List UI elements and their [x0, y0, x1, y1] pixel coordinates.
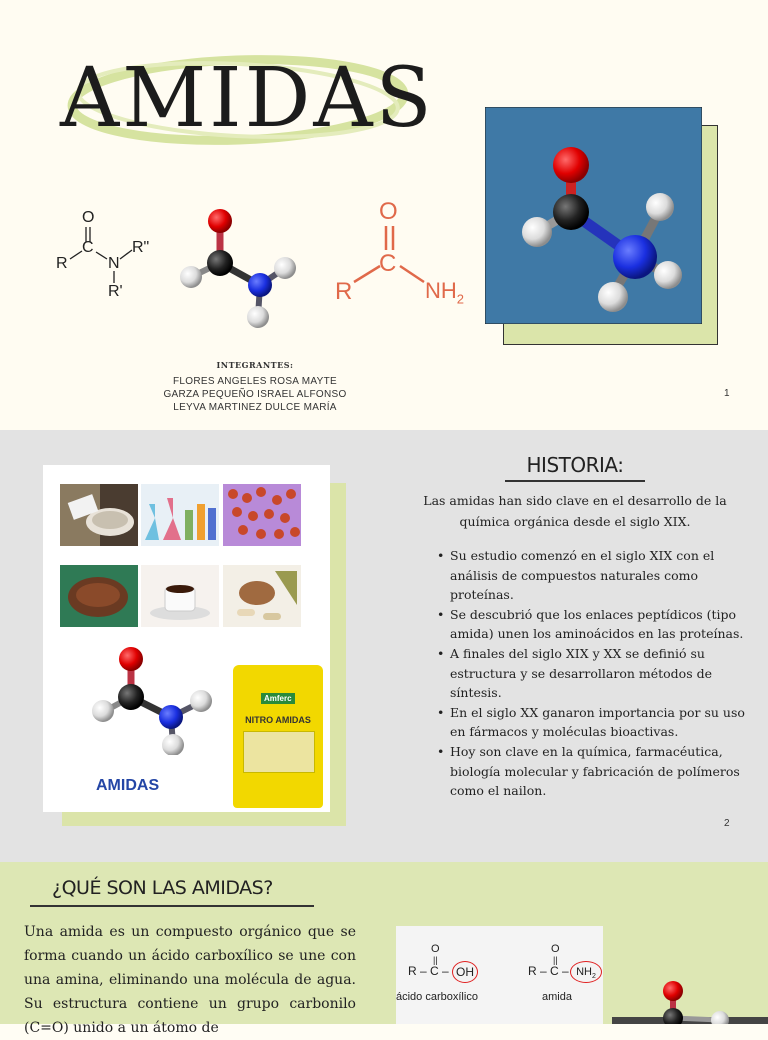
definition-text: Una amida es un compuesto orgánico que se forma cuando un ácido carboxílico se une con una amina, eliminando una molécula de agua. Su estructura contiene un grupo carbonilo (C=O) unido a un átomo de — [24, 924, 356, 1036]
member-2: GARZA PEQUEÑO ISRAEL ALFONSO — [163, 389, 347, 400]
page-number-1: 1 — [724, 388, 730, 399]
history-bullet: • Se descubrió que los enlaces peptídicos (tipo amida) unen los aminoácidos en las proteínas. — [450, 605, 750, 644]
history-intro: Las amidas han sido clave en el desarrollo de la química orgánica desde el siglo XIX. — [423, 493, 727, 529]
amino-group-label — [425, 278, 464, 306]
acid-oxygen: O — [431, 943, 440, 955]
bag-info-panel — [243, 731, 315, 773]
general-amide-structure — [50, 205, 160, 305]
amide-double-bond: || — [553, 955, 558, 965]
molecule-photo — [485, 107, 702, 324]
section-title-underline — [30, 905, 314, 907]
oxygen-label: O — [82, 209, 95, 226]
amide-amino-group — [570, 961, 602, 983]
photo-mortar — [60, 484, 138, 546]
bag-label: NITRO AMIDAS — [245, 715, 311, 725]
member-3: LEYVA MARTINEZ DULCE MARÍA — [173, 402, 337, 413]
acid-chain: R – C – — [408, 964, 449, 978]
oxygen-label: O — [379, 198, 398, 225]
carbon-label: C — [379, 250, 397, 277]
formamide-molecule-small — [175, 205, 305, 335]
primary-amide-structure — [330, 198, 475, 308]
amide-nh-subscript: 2 — [591, 973, 596, 981]
member-1: FLORES ANGELES ROSA MAYTE — [172, 376, 338, 387]
r-double-prime-label: R" — [132, 239, 150, 256]
amide-oxygen: O — [551, 943, 560, 955]
history-bullet: • Hoy son clave en la química, farmacéutica, biología molecular y fabricación de polímeros como el nailon. — [450, 742, 750, 801]
partial-molecule — [645, 976, 735, 1024]
section-title: ¿QUÉ SON LAS AMIDAS? — [52, 877, 273, 899]
collage-caption: AMIDAS — [96, 777, 160, 794]
amide-label: amida — [542, 991, 572, 1003]
photo-pills — [223, 484, 301, 546]
acid-hydroxyl-group: OH — [452, 961, 478, 983]
photo-coffee — [141, 565, 219, 627]
acid-label: ácido carboxílico — [396, 991, 478, 1003]
r-label: R — [56, 255, 68, 272]
history-bullet: • En el siglo XX ganaron importancia por su uso en fármacos y moléculas bioactivas. — [450, 703, 750, 742]
acid-amide-diagram — [396, 926, 603, 1024]
bag-brand: Amferc — [261, 693, 295, 704]
acid-double-bond: || — [433, 955, 438, 965]
history-title-underline — [505, 480, 645, 482]
nh-text: NH — [425, 278, 457, 303]
nh-subscript: 2 — [456, 291, 465, 307]
history-bullet: • A finales del siglo XIX y XX se definió su estructura y se desarrollaron métodos de síntesis. — [450, 644, 750, 703]
history-title: HISTORIA: — [526, 453, 624, 477]
collage-molecule — [83, 645, 223, 755]
page-title: AMIDAS — [60, 51, 435, 146]
photo-flasks — [141, 484, 219, 546]
history-bullet: • Su estudio comenzó en el siglo XIX con el análisis de compuestos naturales como proteínas. — [450, 546, 750, 605]
history-list — [418, 546, 750, 801]
amide-nh: NH — [576, 966, 592, 978]
photo-herbs — [60, 565, 138, 627]
collage-card — [43, 465, 330, 812]
r-label: R — [335, 278, 353, 305]
r-prime-label: R' — [108, 283, 123, 300]
nitrogen-label: N — [108, 255, 120, 272]
members-heading: INTEGRANTES: — [216, 360, 294, 370]
amide-chain: R – C – — [528, 964, 569, 978]
fertilizer-bag — [233, 665, 323, 808]
page-number-2: 2 — [724, 818, 730, 829]
photo-capsules — [223, 565, 301, 627]
carbon-label: C — [82, 239, 94, 256]
